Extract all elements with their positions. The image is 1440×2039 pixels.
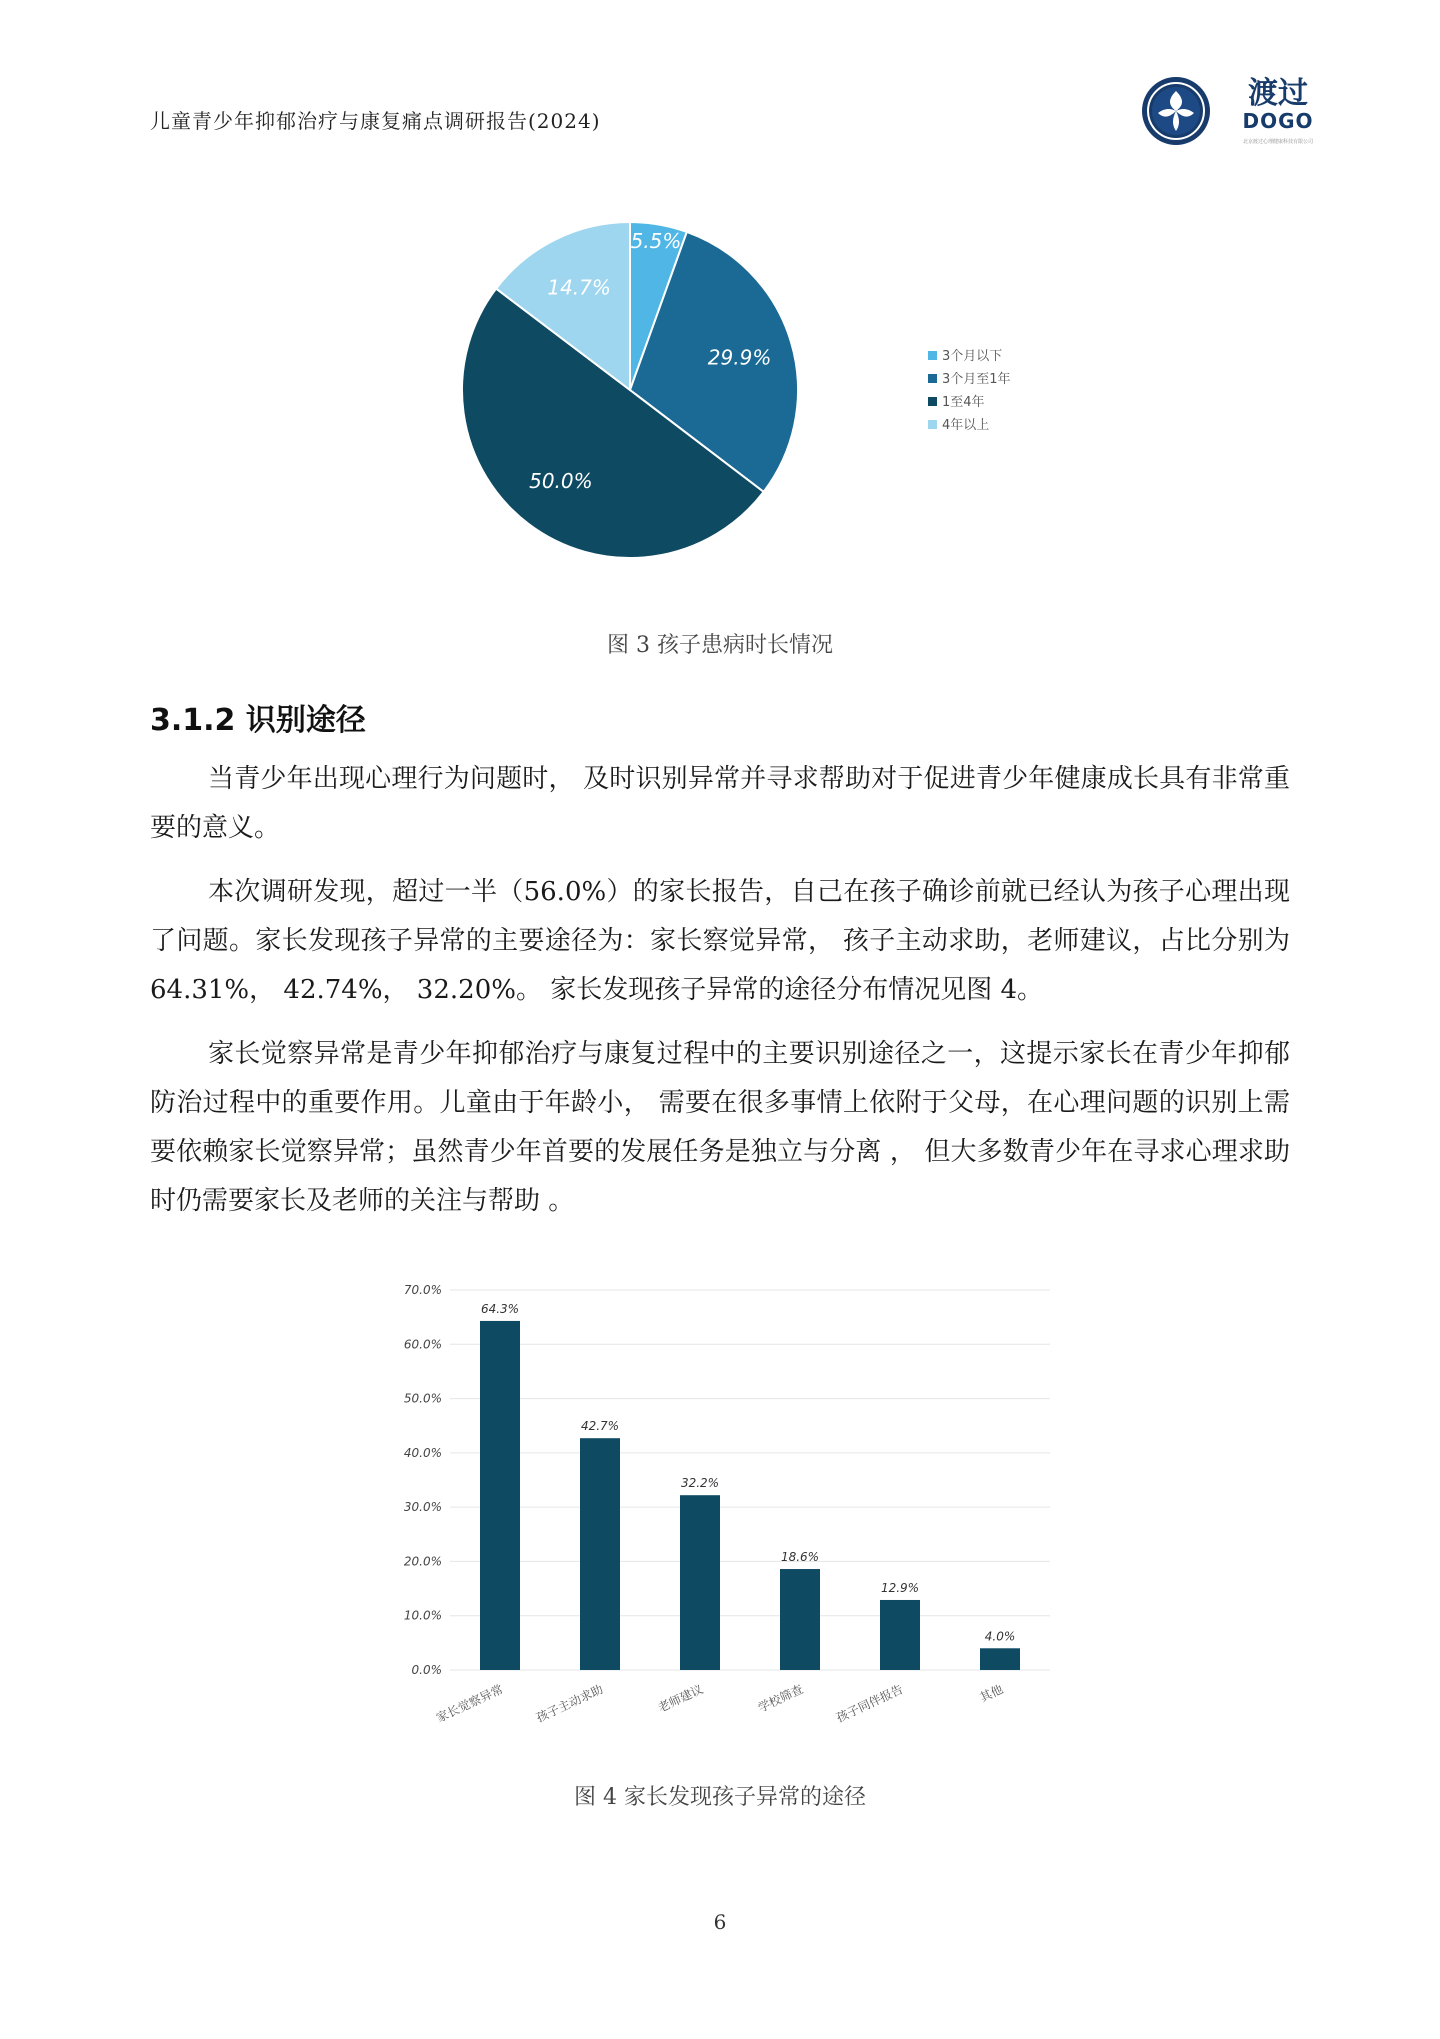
y-tick-label: 50.0%	[403, 1391, 442, 1406]
paragraph-2: 本次调研发现，超过一半（56.0%）的家长报告，自己在孩子确诊前就已经认为孩子心理出现了问题。家长发现孩子异常的主要途径为：家长察觉异常， 孩子主动求助，老师建议，占比分别为 64.31%， 42.74%， 32.20%。 家长发现孩子异常的途径分布情况见图 4。	[150, 877, 1290, 1005]
x-tick-label: 家长觉察异常	[434, 1682, 506, 1726]
bar-value-label: 12.9%	[880, 1580, 920, 1595]
bar-value-label: 64.3%	[480, 1301, 520, 1316]
legend-swatch	[928, 374, 937, 383]
section-heading: 3.1.2 识别途径	[150, 703, 366, 738]
legend-swatch	[928, 397, 937, 406]
figure3-caption: 图 3 孩子患病时长情况	[607, 633, 833, 658]
y-tick-label: 60.0%	[403, 1337, 442, 1352]
logo-sub: 北京渡过心理健康科技有限公司	[1242, 139, 1313, 145]
x-tick-label: 其他	[977, 1682, 1006, 1705]
x-tick-label: 学校筛查	[755, 1682, 806, 1716]
figure4-caption: 图 4 家长发现孩子异常的途径	[574, 1785, 866, 1810]
logo-emblem-icon	[1140, 75, 1212, 147]
pie-chart	[380, 210, 1080, 590]
bar-value-label: 4.0%	[984, 1629, 1016, 1644]
x-tick-label: 孩子主动求助	[534, 1682, 606, 1726]
page-number: 6	[713, 1910, 727, 1934]
bar	[680, 1495, 720, 1670]
y-tick-label: 10.0%	[403, 1608, 442, 1623]
pie-slice-label: 50.0%	[529, 468, 593, 493]
y-tick-label: 40.0%	[403, 1445, 442, 1460]
legend-swatch	[928, 420, 937, 429]
bar	[980, 1648, 1020, 1670]
x-tick-label: 孩子同伴报告	[834, 1682, 906, 1726]
paragraph-3: 家长觉察异常是青少年抑郁治疗与康复过程中的主要识别途径之一，这提示家长在青少年抑郁防治过程中的重要作用。儿童由于年龄小， 需要在很多事情上依附于父母，在心理问题的识别上需要依赖家长觉察异常；虽然青少年首要的发展任务是独立与分离 ， 但大多数青少年在寻求心理求助时仍需要家长及老师的关注与帮助 。	[150, 1039, 1290, 1216]
bar	[880, 1600, 920, 1670]
report-title: 儿童青少年抑郁治疗与康复痛点调研报告(2024)	[150, 109, 601, 133]
legend-label: 4年以上	[942, 418, 990, 433]
y-tick-label: 20.0%	[403, 1554, 442, 1569]
legend-swatch	[928, 351, 937, 360]
bar-value-label: 42.7%	[580, 1419, 620, 1434]
bar-value-label: 18.6%	[780, 1550, 820, 1565]
bar	[580, 1438, 620, 1670]
logo-cn: 渡过	[1248, 76, 1308, 111]
y-tick-label: 30.0%	[403, 1500, 442, 1515]
legend-label: 1至4年	[942, 395, 985, 410]
logo-wordmark	[1228, 78, 1328, 145]
bar-chart	[390, 1270, 1070, 1750]
y-tick-label: 70.0%	[403, 1283, 442, 1297]
pie-slice-label: 14.7%	[547, 275, 611, 300]
x-tick-label: 老师建议	[655, 1682, 706, 1716]
legend-label: 3个月至1年	[942, 372, 1011, 387]
bar-value-label: 32.2%	[680, 1476, 720, 1491]
bar	[780, 1569, 820, 1670]
legend-label: 3个月以下	[942, 349, 1003, 364]
bar	[480, 1321, 520, 1670]
paragraph-1: 当青少年出现心理行为问题时， 及时识别异常并寻求帮助对于促进青少年健康成长具有非常重要的意义。	[150, 764, 1290, 843]
logo-en: DOGO	[1242, 109, 1314, 133]
y-tick-label: 0.0%	[411, 1663, 442, 1677]
pie-slice-label: 5.5%	[630, 229, 682, 254]
pie-slice-label: 29.9%	[707, 345, 772, 370]
